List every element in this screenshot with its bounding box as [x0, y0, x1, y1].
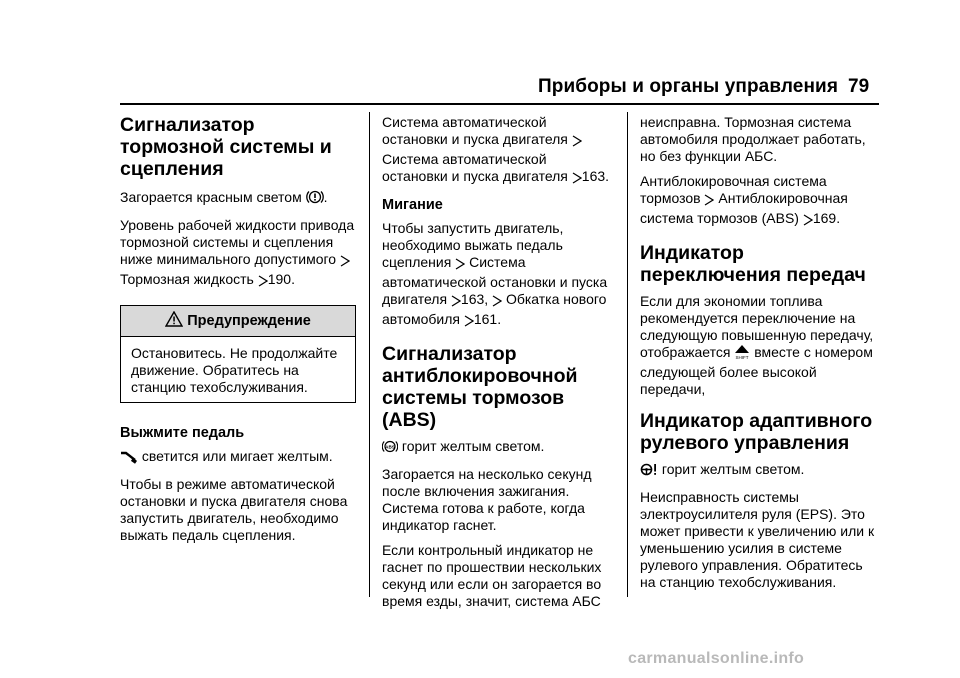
heading-press-pedal: Выжмите педаль	[120, 425, 245, 441]
page-number: 79	[848, 76, 870, 97]
clutch-pedal-icon	[120, 450, 138, 468]
svg-text:SHIFT: SHIFT	[735, 355, 749, 360]
paragraph-fluid-level: Уровень рабочей жидкости привода тормозной системы и сцепления ниже минимального допустимого Тормозная жидкость 190.	[120, 217, 356, 291]
column-1	[120, 114, 356, 552]
column-3	[640, 114, 880, 599]
reference-arrow-icon	[340, 254, 350, 271]
paragraph-abs-fault: Если контрольный индикатор не гаснет по прошествии нескольких секунд или если он загорается во время езды, значит, система АБС	[382, 542, 602, 609]
header-rule	[120, 103, 879, 105]
reference-arrow-icon	[572, 134, 582, 151]
paragraph-pedal-indicator: светится или мигает желтым.	[120, 448, 356, 468]
paragraph-auto-stop-ref: Система автоматической остановки и пуска двигателя Система автоматической остановки и пуска двигателя 163.	[382, 114, 610, 188]
warning-box-text: Остановитесь. Не продолжайте движение. Обратитесь на станцию техобслуживания.	[131, 345, 338, 395]
page-ref[interactable]: 190	[267, 271, 292, 287]
link-break-in[interactable]: Обкатка нового автомобиля	[382, 291, 607, 327]
warning-box-header: Предупреждение	[121, 306, 355, 337]
column-2	[382, 114, 610, 618]
paragraph-abs-continued: неисправна. Тормозная система автомобиля продолжает работать, но без функции АБС.	[640, 114, 866, 164]
page-ref[interactable]: 163	[581, 168, 606, 184]
reference-arrow-icon	[451, 294, 461, 311]
abs-icon	[382, 439, 398, 458]
heading-brake-clutch-indicator: Сигнализатор тормозной системы и сцепления	[120, 114, 332, 180]
link-auto-stop[interactable]: Система автоматической остановки и пуска двигателя	[382, 151, 568, 184]
running-header-title: Приборы и органы управления	[538, 76, 839, 97]
link-brake-fluid[interactable]: Тормозная жидкость	[120, 271, 254, 287]
reference-arrow-icon	[492, 294, 502, 311]
reference-arrow-icon	[803, 213, 813, 230]
reference-arrow-icon	[455, 257, 465, 274]
watermark: carmanualsonline.info	[628, 650, 805, 667]
page-ref[interactable]: 161	[473, 311, 498, 327]
heading-shift-indicator: Индикатор переключения передач	[640, 242, 866, 286]
paragraph-abs-ignition: Загорается на несколько секунд после включения зажигания. Система готова к работе, когда индикатор гаснет.	[382, 466, 592, 533]
column-divider-2	[627, 112, 628, 597]
reference-arrow-icon	[258, 274, 268, 291]
link-auto-stop-2[interactable]: Система автоматической остановки и пуска двигателя	[382, 254, 608, 307]
reference-arrow-icon	[704, 193, 714, 210]
shift-up-icon	[734, 344, 750, 364]
warning-triangle-icon	[165, 308, 183, 338]
paragraph-shift: Если для экономии топлива рекомендуется переключение на следующую повышенную передачу, отображается SHIFT вместе с номером следующей более высокой передачи,	[640, 293, 874, 397]
page-ref[interactable]: 163	[460, 291, 485, 307]
reference-arrow-icon	[572, 171, 582, 188]
brake-warning-icon	[306, 189, 324, 209]
column-divider-1	[369, 112, 370, 597]
heading-blinking: Мигание	[382, 197, 443, 213]
page-ref[interactable]: 169	[812, 210, 837, 226]
paragraph-eps-yellow: горит желтым светом.	[640, 461, 880, 481]
paragraph-auto-stop-restart: Чтобы в режиме автоматической остановки и пуска двигателя снова запустить двигатель, необходимо выжать педаль сцепления.	[120, 476, 348, 543]
reference-arrow-icon	[464, 314, 474, 331]
paragraph-red-light: Загорается красным светом .	[120, 189, 356, 209]
svg-text:ABS: ABS	[385, 444, 395, 450]
paragraph-blinking: Чтобы запустить двигатель, необходимо выжать педаль сцепления Система автоматической остановки и пуска двигателя 163, Обкатка нового автомобиля 161.	[382, 220, 610, 331]
steering-warning-icon	[640, 462, 658, 481]
link-abs[interactable]: Антиблокировочная система тормозов (ABS)	[640, 190, 848, 226]
heading-abs-indicator: Сигнализатор антиблокировочной системы тормозов (ABS)	[382, 343, 578, 431]
paragraph-abs-ref: Антиблокировочная система тормозов Антиблокировочная система тормозов (ABS) 169.	[640, 173, 880, 230]
heading-eps-indicator: Индикатор адаптивного рулевого управления	[640, 410, 873, 454]
paragraph-eps-fault: Неисправность системы электроусилителя руля (EPS). Это может привести к увеличению или к уменьшению усилия в системе рулевого управления. Обратитесь на станцию техобслуживания.	[640, 489, 875, 590]
warning-box	[120, 305, 356, 403]
paragraph-abs-yellow: ABS горит желтым светом.	[382, 438, 610, 458]
